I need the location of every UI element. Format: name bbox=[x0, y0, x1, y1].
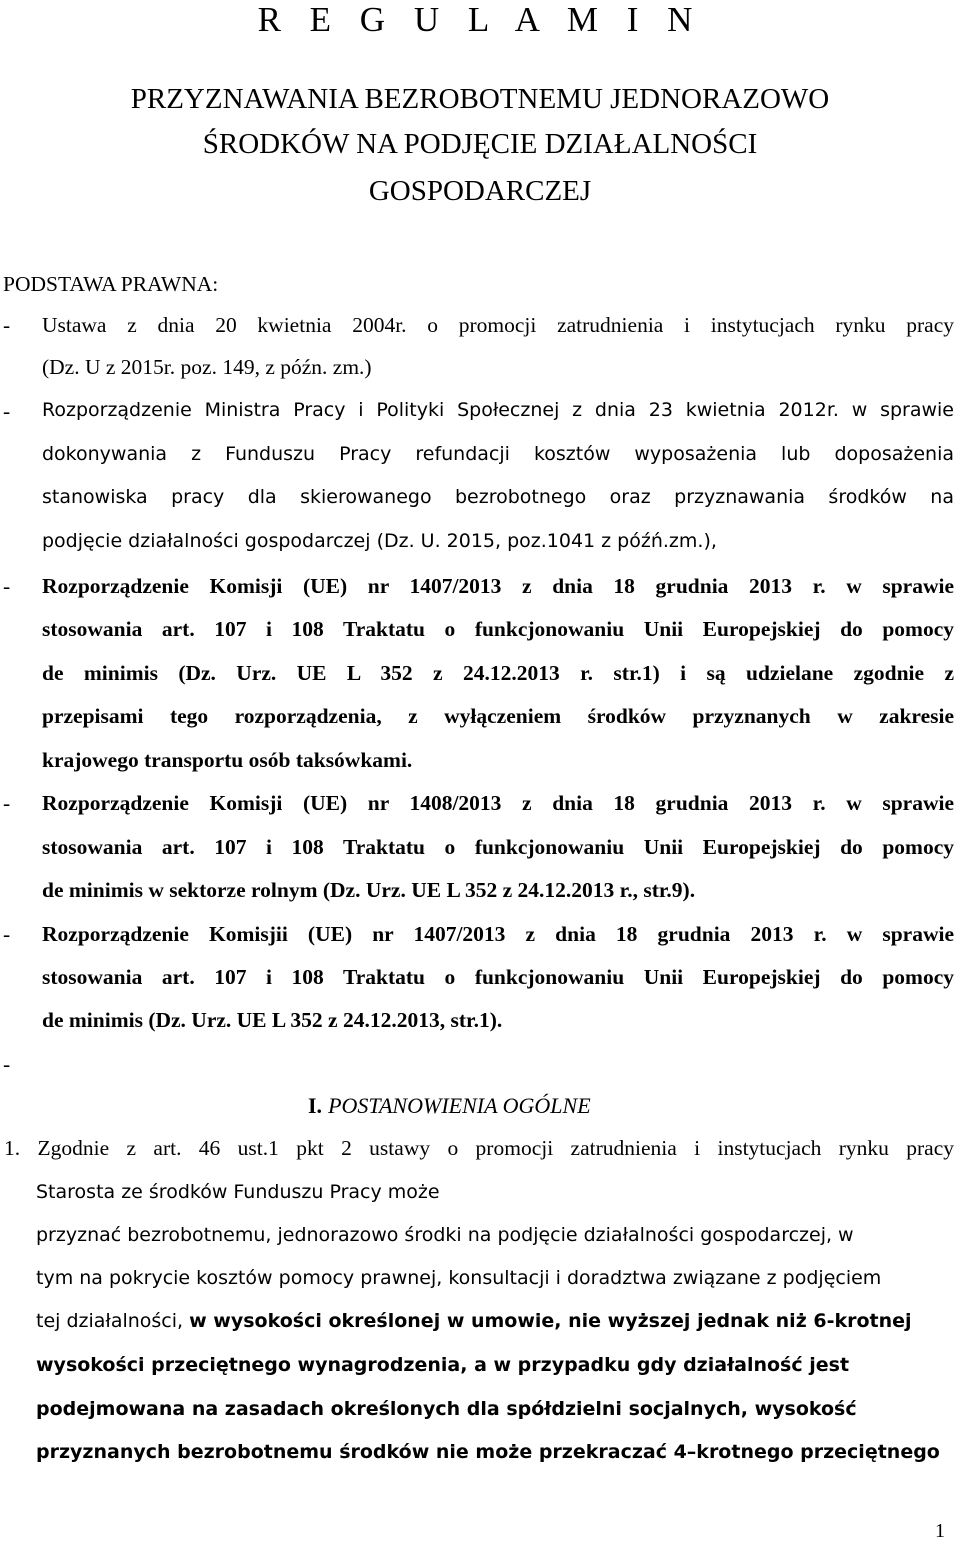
list-bullet: - bbox=[3, 574, 11, 598]
legal-basis-item-4-line-3: de minimis w sektorze rolnym (Dz. Urz. UE L 352 z 24.12.2013 r., str.9). bbox=[42, 878, 696, 902]
legal-basis-item-1-line-1: Ustawa z dnia 20 kwietnia 2004r. o promocji zatrudnienia i instytucjach rynku pracy bbox=[42, 313, 954, 337]
legal-basis-heading: PODSTAWA PRAWNA: bbox=[3, 272, 219, 296]
section-number: I. bbox=[308, 1093, 323, 1118]
list-bullet: - bbox=[3, 922, 11, 946]
legal-basis-item-3-line-1: Rozporządzenie Komisji (UE) nr 1407/2013 z dnia 18 grudnia 2013 r. w sprawie bbox=[42, 574, 954, 598]
paragraph-1-line-2: Starosta ze środków Funduszu Pracy może bbox=[36, 1181, 440, 1203]
paragraph-2-line-1: przyznać bezrobotnemu, jednorazowo środki na podjęcie działalności gospodarczej, w bbox=[36, 1224, 854, 1246]
paragraph-2-line-6: przyznanych bezrobotnemu środków nie może przekraczać 4–krotnego przeciętnego bbox=[36, 1441, 940, 1463]
legal-basis-item-5-line-2: stosowania art. 107 i 108 Traktatu o funkcjonowaniu Unii Europejskiej do pomocy bbox=[42, 965, 954, 989]
paragraph-2-line-3-bold: w wysokości określonej w umowie, nie wyższej jednak niż 6-krotnej bbox=[189, 1310, 912, 1332]
legal-basis-item-4-line-2: stosowania art. 107 i 108 Traktatu o funkcjonowaniu Unii Europejskiej do pomocy bbox=[42, 835, 954, 859]
document-title: R E G U L A M I N bbox=[257, 0, 703, 39]
legal-basis-item-5-line-3: de minimis (Dz. Urz. UE L 352 z 24.12.2013, str.1). bbox=[42, 1008, 503, 1032]
paragraph-2-line-2: tym na pokrycie kosztów pomocy prawnej, konsultacji i doradztwa związane z podjęciem bbox=[36, 1267, 882, 1289]
list-bullet-empty: - bbox=[3, 1052, 11, 1076]
legal-basis-item-2-line-2: dokonywania z Funduszu Pracy refundacji kosztów wyposażenia lub doposażenia bbox=[42, 443, 954, 465]
document-subtitle-line-1: PRZYZNAWANIA BEZROBOTNEMU JEDNORAZOWO bbox=[130, 83, 830, 115]
paragraph-2-line-4: wysokości przeciętnego wynagrodzenia, a w przypadku gdy działalność jest bbox=[36, 1354, 850, 1376]
legal-basis-item-3-line-2: stosowania art. 107 i 108 Traktatu o funkcjonowaniu Unii Europejskiej do pomocy bbox=[42, 617, 954, 641]
section-title: POSTANOWIENIA OGÓLNE bbox=[328, 1093, 591, 1118]
paragraph-2-line-5: podejmowana na zasadach określonych dla spółdzielni socjalnych, wysokość bbox=[36, 1398, 857, 1420]
paragraph-1-line-1: 1. Zgodnie z art. 46 ust.1 pkt 2 ustawy o promocji zatrudnienia i instytucjach rynku pracy bbox=[4, 1136, 954, 1160]
paragraph-2-line-3-regular: tej działalności, bbox=[36, 1310, 190, 1332]
legal-basis-item-1-line-2: (Dz. U z 2015r. poz. 149, z późn. zm.) bbox=[42, 355, 372, 379]
list-bullet: - bbox=[3, 399, 11, 423]
legal-basis-item-5-line-1: Rozporządzenie Komisjii (UE) nr 1407/2013 z dnia 18 grudnia 2013 r. w sprawie bbox=[42, 922, 954, 946]
legal-basis-item-3-line-3: de minimis (Dz. Urz. UE L 352 z 24.12.2013 r. str.1) i są udzielane zgodnie z bbox=[42, 661, 954, 685]
document-subtitle-line-3: GOSPODARCZEJ bbox=[368, 175, 592, 207]
page-number: 1 bbox=[935, 1520, 945, 1542]
legal-basis-item-3-line-4: przepisami tego rozporządzenia, z wyłączeniem środków przyznanych w zakresie bbox=[42, 704, 954, 728]
legal-basis-item-3-line-5: krajowego transportu osób taksówkami. bbox=[42, 748, 413, 772]
paragraph-2-line-3 bbox=[36, 1310, 912, 1332]
legal-basis-item-4-line-1: Rozporządzenie Komisji (UE) nr 1408/2013 z dnia 18 grudnia 2013 r. w sprawie bbox=[42, 791, 954, 815]
legal-basis-item-2-line-4: podjęcie działalności gospodarczej (Dz. U. 2015, poz.1041 z późń.zm.), bbox=[42, 530, 717, 552]
list-bullet: - bbox=[3, 313, 11, 337]
section-heading bbox=[308, 1093, 591, 1119]
document-subtitle-line-2: ŚRODKÓW NA PODJĘCIE DZIAŁALNOŚCI bbox=[202, 128, 758, 160]
legal-basis-item-2-line-1: Rozporządzenie Ministra Pracy i Polityki Społecznej z dnia 23 kwietnia 2012r. w sprawie bbox=[42, 399, 954, 421]
legal-basis-item-2-line-3: stanowiska pracy dla skierowanego bezrobotnego oraz przyznawania środków na bbox=[42, 486, 954, 508]
list-bullet: - bbox=[3, 791, 11, 815]
